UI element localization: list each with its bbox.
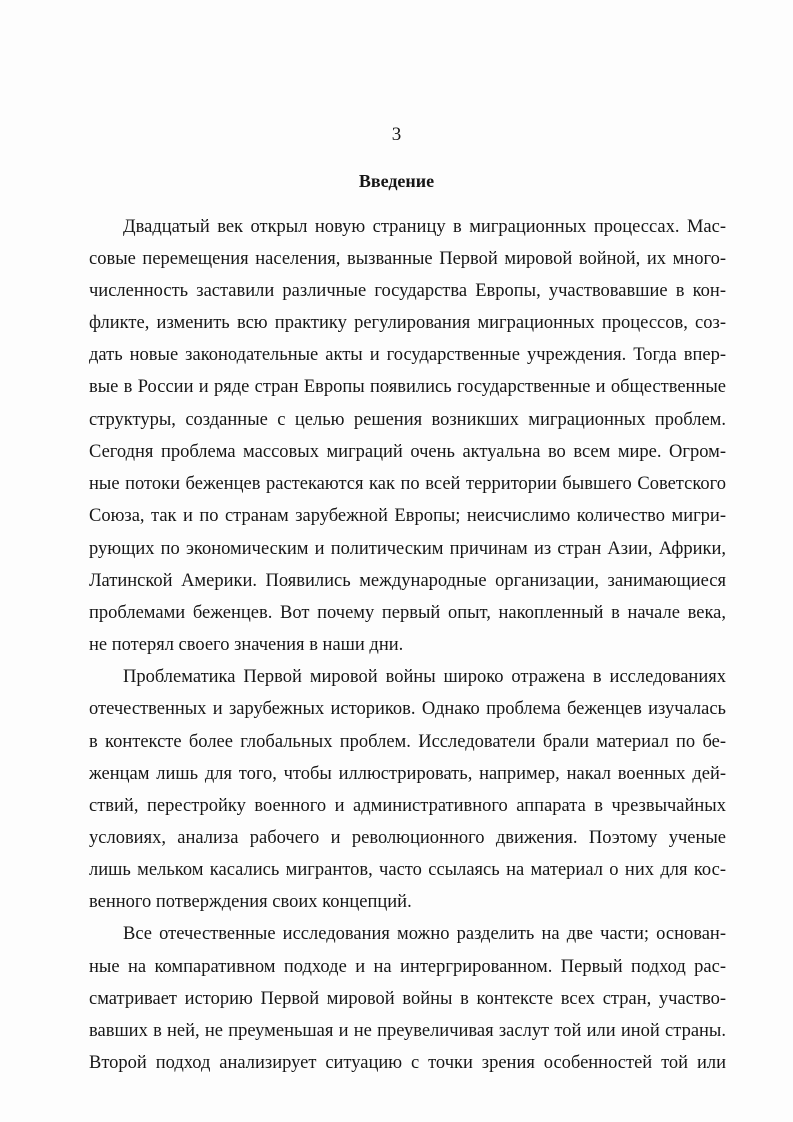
text-line: численность заставили различные государства Европы, участвовавшие в кон- xyxy=(89,281,726,301)
text-line: Двадцатый век открыл новую страницу в миграционных процессах. Мас- xyxy=(123,217,726,237)
text-line: сматривает историю Первой мировой войны в контексте всех стран, участво- xyxy=(89,989,726,1009)
page-number: 3 xyxy=(391,124,402,145)
text-line: в контексте более глобальных проблем. Исследователи брали материал по бе- xyxy=(89,732,726,752)
text-line: женцам лишь для того, чтобы иллюстрировать, например, накал военных дей- xyxy=(89,764,726,784)
text-line: Сегодня проблема массовых миграций очень актуальна во всем мире. Огром- xyxy=(89,442,726,462)
text-line: не потерял своего значения в наши дни. xyxy=(89,635,404,655)
text-line: дать новые законодательные акты и государственные учреждения. Тогда впер- xyxy=(89,345,726,365)
text-line: проблемами беженцев. Вот почему первый опыт, накопленный в начале века, xyxy=(89,603,726,623)
text-line: Латинской Америки. Появились международные организации, занимающиеся xyxy=(89,571,726,591)
text-line: Все отечественные исследования можно разделить на две части; основан- xyxy=(123,924,726,944)
text-line: рующих по экономическим и политическим причинам из стран Азии, Африки, xyxy=(89,539,726,559)
text-line: ствий, перестройку военного и административного аппарата в чрезвычайных xyxy=(89,796,726,816)
text-line: лишь мельком касались мигрантов, часто ссылаясь на материал о них для кос- xyxy=(89,860,726,880)
text-line: Союза, так и по странам зарубежной Европы; неисчислимо количество мигри- xyxy=(89,506,726,526)
text-line: фликте, изменить всю практику регулирования миграционных процессов, соз- xyxy=(89,313,726,333)
text-line: венного потверждения своих концепций. xyxy=(89,892,412,912)
text-line: Проблематика Первой мировой войны широко отражена в исследованиях xyxy=(123,667,726,687)
text-line: условиях, анализа рабочего и революционного движения. Поэтому ученые xyxy=(89,828,726,848)
text-line: структуры, созданные с целью решения возникших миграционных проблем. xyxy=(89,410,726,430)
section-title: Введение xyxy=(358,171,435,191)
text-line: ные на компаративном подходе и на интергрированном. Первый подход рас- xyxy=(89,957,726,977)
text-line: отечественных и зарубежных историков. Однако проблема беженцев изучалась xyxy=(89,699,726,719)
text-line: совые перемещения населения, вызванные Первой мировой войной, их много- xyxy=(89,249,726,269)
text-line: ные потоки беженцев растекаются как по всей территории бывшего Советского xyxy=(89,474,726,494)
text-line: Второй подход анализирует ситуацию с точки зрения особенностей той или xyxy=(89,1053,726,1073)
text-line: вавших в ней, не преуменьшая и не преувеличивая заслут той или иной страны. xyxy=(89,1021,726,1041)
text-line: вые в России и ряде стран Европы появились государственные и общественные xyxy=(89,377,726,397)
